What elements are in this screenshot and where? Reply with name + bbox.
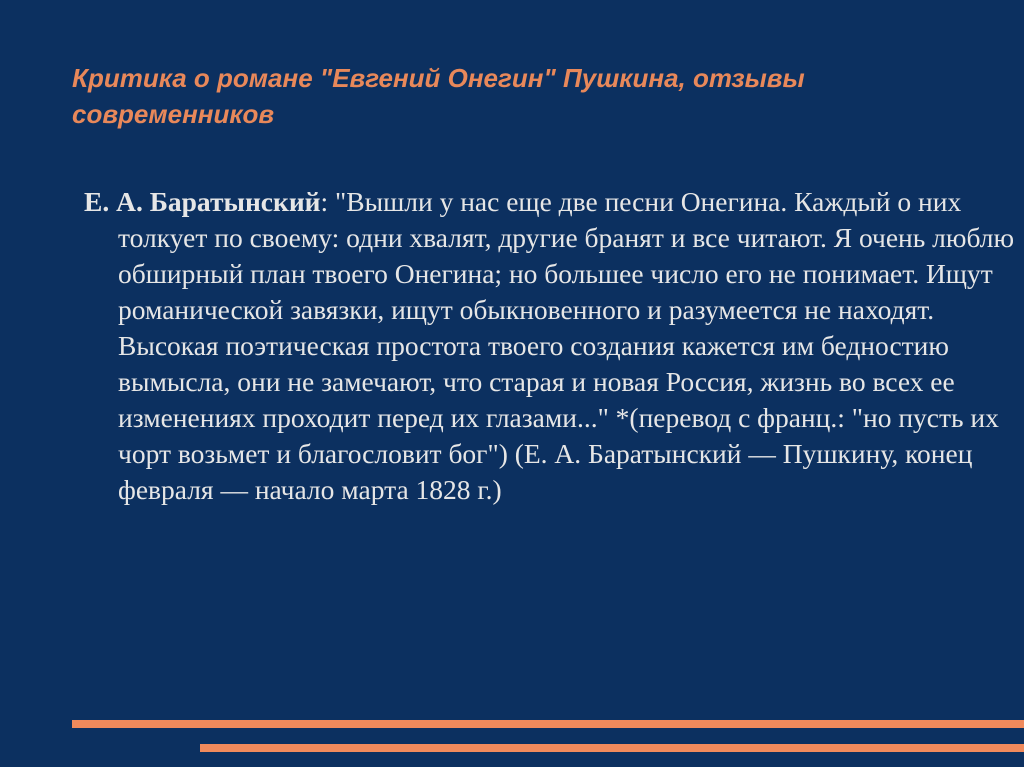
quote-author: Е. А. Баратынский <box>84 186 321 217</box>
decorative-bar-bottom <box>200 744 1024 752</box>
slide-title: Критика о романе "Евгений Онегин" Пушкина, отзывы современников <box>72 63 805 129</box>
quote-paragraph <box>84 184 1018 508</box>
quote-text: : "Вышли у нас еще две песни Онегина. Каждый о них толкует по своему: одни хвалят, другие бранят и все читают. Я очень люблю обширный план твоего Онегина; но большее число его не понимает. Ищут романической завязки, ищут обыкновенного и разумеется не находят. Высокая поэтическая простота твоего создания кажется им бедностию вымысла, они не замечают, что старая и новая Россия, жизнь во всех ее изменениях проходит перед их глазами..." *(перевод с франц.: "но пусть их чорт возьмет и благословит бог") (Е. А. Баратынский — Пушкину, конец февраля — начало марта 1828 г.) <box>118 186 1015 505</box>
decorative-bar-top <box>72 720 1024 728</box>
